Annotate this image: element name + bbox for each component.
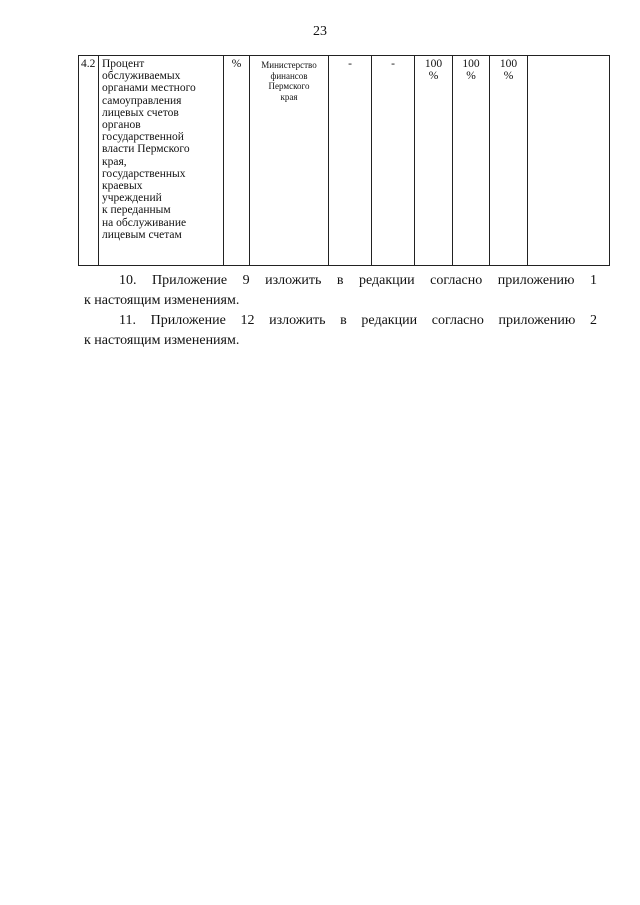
value-cell-5: 100 % bbox=[490, 56, 528, 266]
row-number: 4.2 bbox=[79, 56, 99, 266]
value-cell-4: 100 % bbox=[453, 56, 490, 266]
page-number: 23 bbox=[313, 24, 327, 39]
paragraph-item-11 bbox=[84, 311, 597, 351]
responsible-org: Министерство финансов Пермского края bbox=[250, 56, 329, 266]
paragraph-item-10 bbox=[84, 271, 597, 311]
table-row bbox=[79, 56, 610, 266]
indicator-name: Процент обслуживаемых органами местного самоуправления лицевых счетов органов государственной власти Пермского края, государственных краевых учреждений к переданным на обслуживание лицевым счетам bbox=[99, 56, 224, 266]
value-cell-2: - bbox=[372, 56, 415, 266]
value-cell-1: - bbox=[329, 56, 372, 266]
paragraph-line: 11. Приложение 12 изложить в редакции согласно приложению 2 bbox=[119, 313, 597, 328]
unit-cell: % bbox=[224, 56, 250, 266]
paragraph-line: к настоящим изменениям. bbox=[84, 293, 240, 308]
paragraph-line: 10. Приложение 9 изложить в редакции согласно приложению 1 bbox=[119, 273, 597, 288]
value-cell-6 bbox=[528, 56, 610, 266]
paragraph-line: к настоящим изменениям. bbox=[84, 333, 240, 348]
value-cell-3: 100 % bbox=[415, 56, 453, 266]
indicator-table bbox=[78, 55, 610, 266]
